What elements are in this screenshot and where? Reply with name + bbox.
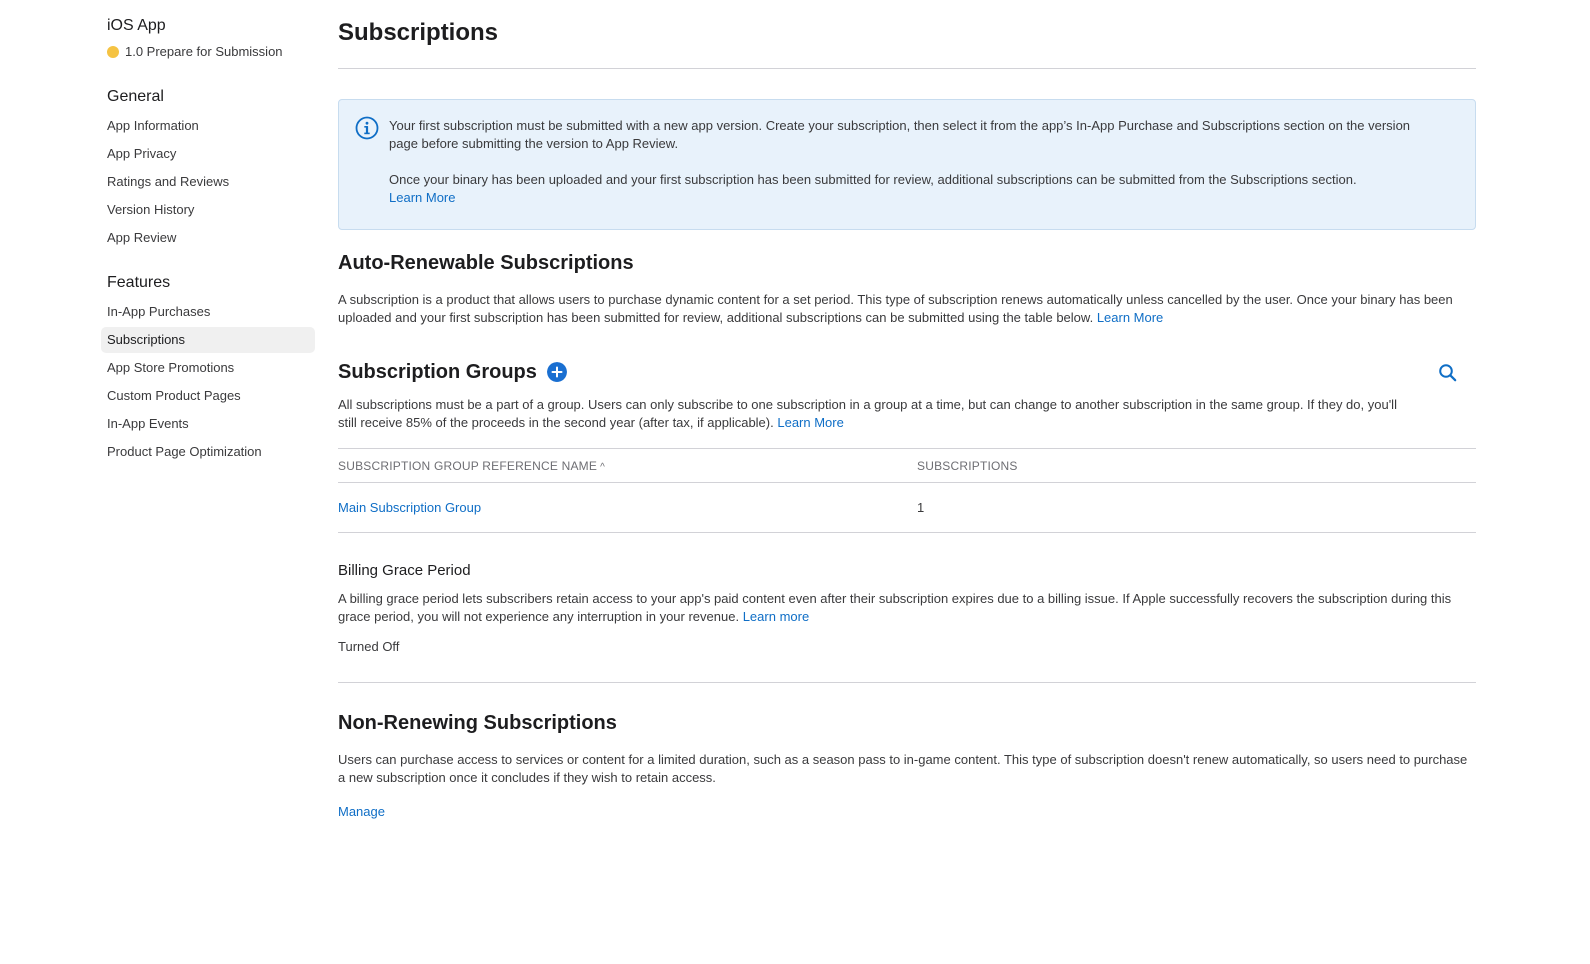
version-status-label: 1.0 Prepare for Submission xyxy=(125,44,283,59)
manage-link[interactable]: Manage xyxy=(338,804,385,819)
app-name: iOS App xyxy=(107,17,166,34)
group-name-cell xyxy=(338,483,917,533)
main-content xyxy=(338,0,1476,821)
billing-grace-period-description xyxy=(338,590,1476,626)
title-divider xyxy=(338,68,1476,69)
sidebar-item-subscriptions[interactable]: Subscriptions xyxy=(101,327,315,353)
info-banner-text-2 xyxy=(389,171,1439,207)
status-dot-icon xyxy=(107,46,119,58)
subscription-groups-description xyxy=(338,396,1408,432)
add-subscription-group-button[interactable] xyxy=(547,362,567,382)
sidebar-item-custom-product-pages[interactable]: Custom Product Pages xyxy=(107,388,241,403)
sort-ascending-icon: ^ xyxy=(600,461,605,473)
subscription-groups-section xyxy=(338,359,1476,533)
auto-renewable-section xyxy=(338,250,1476,327)
sidebar-item-app-store-promotions[interactable]: App Store Promotions xyxy=(107,360,235,375)
info-banner-text-1: Your first subscription must be submitted with a new app version. Create your subscription, then select it from the app’s In-App Purchase and Subscriptions section on the version page before submitting the version to App Review. xyxy=(389,118,1411,151)
search-icon[interactable] xyxy=(1438,363,1458,383)
subscription-groups-learn-more-link[interactable]: Learn More xyxy=(777,415,844,430)
sidebar-item-in-app-purchases[interactable]: In-App Purchases xyxy=(107,304,211,319)
subscription-groups-title: Subscription Groups xyxy=(338,361,537,383)
table-row[interactable] xyxy=(338,483,1476,533)
billing-grace-period-status: Turned Off xyxy=(338,639,400,654)
sidebar-item-app-information[interactable]: App Information xyxy=(107,118,199,133)
sidebar xyxy=(101,12,315,467)
auto-renewable-description xyxy=(338,291,1476,327)
info-banner xyxy=(338,99,1476,230)
column-header-subscriptions[interactable]: SUBSCRIPTIONS xyxy=(917,449,1476,483)
version-status[interactable] xyxy=(107,43,315,61)
info-circle-icon xyxy=(355,116,379,140)
nav-heading-general: General xyxy=(107,88,164,105)
info-banner-text-2-body: Once your binary has been uploaded and your first subscription has been submitted for review, additional subscriptions can be submitted from the Subscriptions section. xyxy=(389,172,1357,187)
sidebar-item-ratings-and-reviews[interactable]: Ratings and Reviews xyxy=(107,174,230,189)
non-renewing-description: Users can purchase access to services or content for a limited duration, such as a season pass to in-game content. This type of subscription doesn't renew automatically, so users need to purchase a new subscription once it concludes if they wish to retain access. xyxy=(338,752,1468,785)
billing-grace-period-text: A billing grace period lets subscribers retain access to your app's paid content even after their subscription expires due to a billing issue. If Apple successfully recovers the subscription during this grace period, you will not experience any interruption in your revenue. xyxy=(338,591,1452,624)
subscriptions-count-cell: 1 xyxy=(917,483,1476,533)
subscription-groups-text: All subscriptions must be a part of a group. Users can only subscribe to one subscription in a group at a time, but can change to another subscription in the same group. If they do, you'll still receive 85% of the proceeds in the second year (after tax, if applicable). xyxy=(338,397,1397,430)
nav-section-features xyxy=(101,273,315,465)
sidebar-item-in-app-events[interactable]: In-App Events xyxy=(107,416,189,431)
column-header-reference-name[interactable] xyxy=(338,449,917,483)
nav-heading-features: Features xyxy=(107,274,171,291)
sidebar-item-app-review[interactable]: App Review xyxy=(107,230,177,245)
section-divider xyxy=(338,682,1476,683)
main-subscription-group-link[interactable]: Main Subscription Group xyxy=(338,500,482,515)
page-title: Subscriptions xyxy=(338,19,499,46)
non-renewing-section xyxy=(338,710,1476,821)
billing-learn-more-link[interactable]: Learn more xyxy=(742,609,810,624)
sidebar-item-version-history[interactable]: Version History xyxy=(107,202,195,217)
nav-section-general xyxy=(101,87,315,251)
column-header-reference-name-label: SUBSCRIPTION GROUP REFERENCE NAME xyxy=(338,458,598,473)
non-renewing-title: Non-Renewing Subscriptions xyxy=(338,712,617,734)
subscription-groups-table xyxy=(338,448,1476,533)
info-banner-learn-more-link[interactable]: Learn More xyxy=(389,190,456,205)
auto-renewable-learn-more-link[interactable]: Learn More xyxy=(1096,310,1164,325)
table-header-row xyxy=(338,449,1476,483)
auto-renewable-title: Auto-Renewable Subscriptions xyxy=(338,252,634,274)
billing-grace-period-title: Billing Grace Period xyxy=(338,562,471,579)
sidebar-item-product-page-optimization[interactable]: Product Page Optimization xyxy=(107,444,262,459)
billing-grace-period-section xyxy=(338,561,1476,683)
auto-renewable-text: A subscription is a product that allows users to purchase dynamic content for a set period. This type of subscription renews automatically unless cancelled by the user. Once your binary has been uploaded and your first subscription has been submitted for review, additional subscriptions can be submitted using the table below. xyxy=(338,292,1453,325)
sidebar-item-app-privacy[interactable]: App Privacy xyxy=(107,146,177,161)
subscription-groups-header xyxy=(338,359,1476,385)
